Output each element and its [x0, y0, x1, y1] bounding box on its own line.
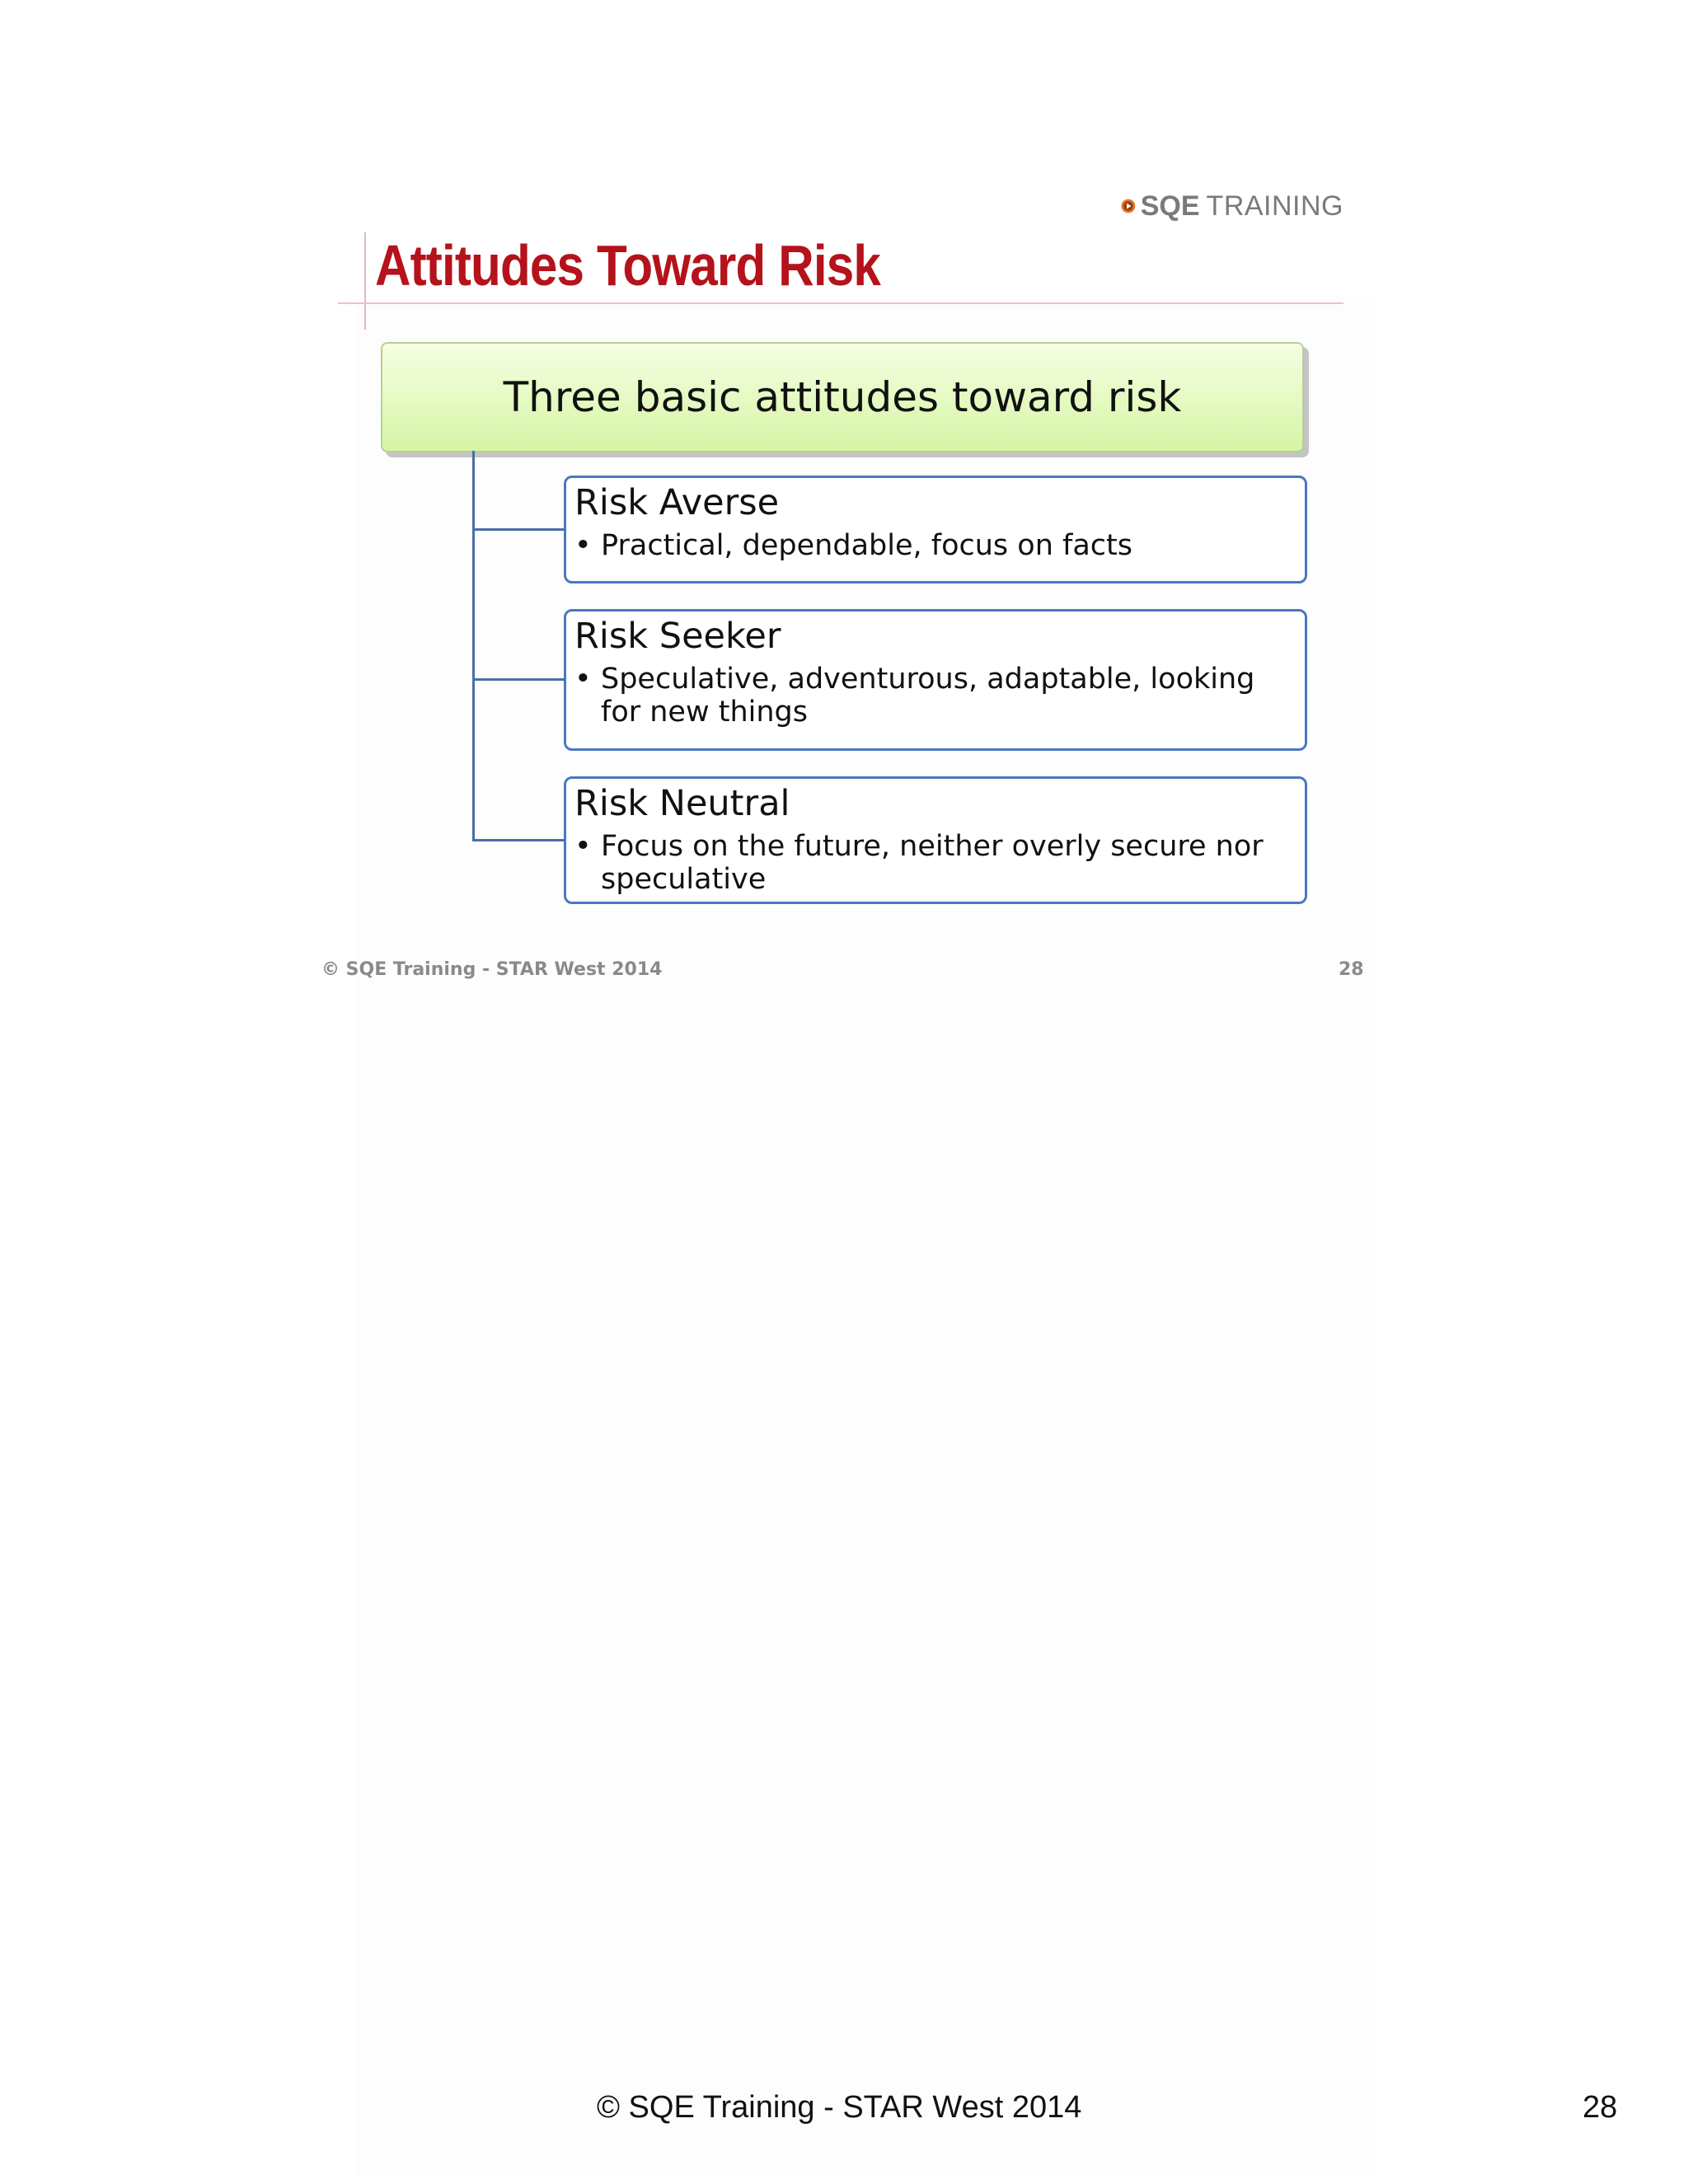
title-horizontal-rule — [338, 302, 1343, 304]
slide-title: Attitudes Toward Risk — [375, 233, 880, 298]
connector-risk-neutral — [472, 839, 565, 841]
logo-text-light: TRAINING — [1206, 190, 1343, 222]
bullet-symbol: • — [574, 830, 592, 863]
child-bullet — [574, 663, 1295, 729]
connector-risk-averse — [472, 528, 565, 531]
sqe-training-logo — [1121, 188, 1343, 224]
bullet-text: Speculative, adventurous, adaptable, looking for new things — [601, 663, 1255, 729]
child-bullet — [574, 830, 1295, 896]
connector-vertical — [472, 451, 475, 841]
slide-footer-page-number: 28 — [1339, 959, 1364, 980]
child-node-risk-averse — [564, 476, 1307, 583]
child-node-risk-neutral — [564, 776, 1307, 904]
page-footer-page-number: 28 — [1582, 2090, 1618, 2125]
connector-risk-seeker — [472, 678, 565, 681]
logo-text-bold: SQE — [1140, 190, 1200, 222]
bullet-symbol: • — [574, 529, 592, 562]
child-bullet — [574, 529, 1295, 562]
root-node-label: Three basic attitudes toward risk — [503, 373, 1182, 421]
child-node-risk-seeker — [564, 609, 1307, 751]
slide-footer-copyright: © SQE Training - STAR West 2014 — [321, 959, 663, 980]
bullet-symbol: • — [574, 663, 592, 696]
root-node — [381, 342, 1304, 452]
title-vertical-rule — [364, 232, 366, 330]
bullet-text: Practical, dependable, focus on facts — [601, 529, 1132, 562]
bullet-text: Focus on the future, neither overly secure nor speculative — [601, 830, 1264, 896]
sqe-logo-icon — [1121, 190, 1136, 222]
child-heading: Risk Seeker — [574, 616, 781, 657]
child-heading: Risk Averse — [574, 482, 780, 523]
child-heading: Risk Neutral — [574, 783, 790, 824]
page-footer-copyright: © SQE Training - STAR West 2014 — [597, 2090, 1082, 2125]
